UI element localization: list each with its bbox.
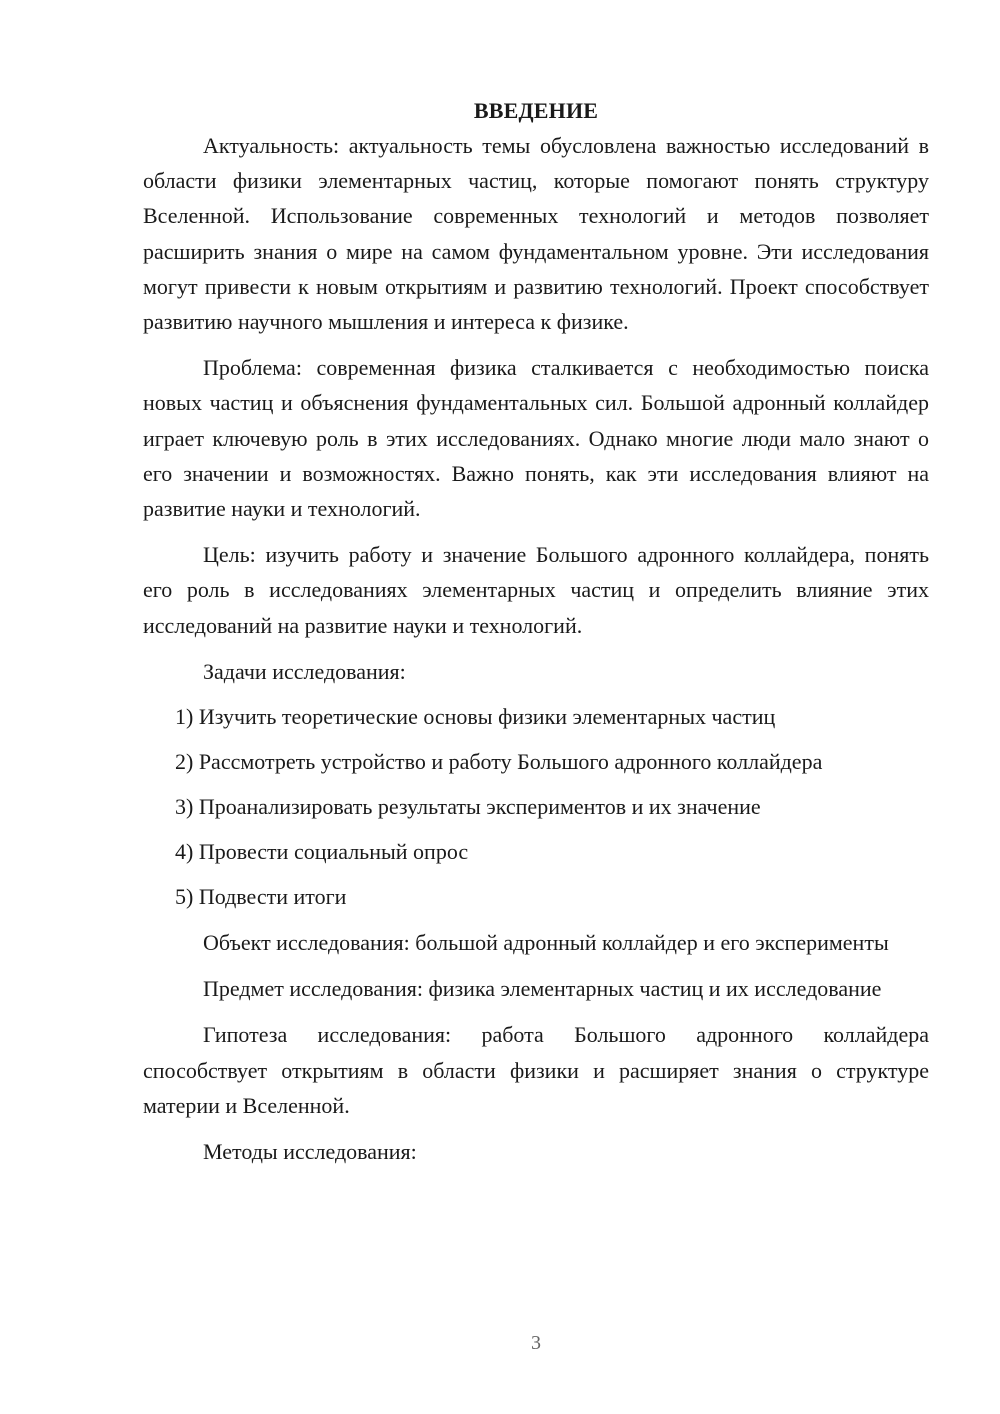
- paragraph-methods: Методы исследования:: [203, 1139, 417, 1165]
- list-item: 1) Изучить теоретические основы физики элементарных частиц: [175, 704, 776, 730]
- list-item: 5) Подвести итоги: [175, 884, 347, 910]
- tasks-list: [143, 699, 929, 914]
- page-number: 3: [531, 1332, 541, 1354]
- paragraph-problem: Проблема: современная физика сталкивается с необходимостью поиска новых частиц и объяснения фундаментальных сил. Большой адронный коллайдер играет ключевую роль в этих исследованиях. Однако многие люди мало знают о его значении и возможностях. Важно понять, как эти исследования влияют на развитие науки и технологий.: [143, 355, 929, 522]
- paragraph-object: Объект исследования: большой адронный коллайдер и его эксперименты: [203, 930, 889, 956]
- paragraph-goal: Цель: изучить работу и значение Большого адронного коллайдера, понять его роль в исследованиях элементарных частиц и определить влияние этих исследований на развитие науки и технологий.: [143, 542, 929, 638]
- tasks-intro: Задачи исследования:: [203, 658, 406, 684]
- list-item: 4) Провести социальный опрос: [175, 839, 469, 865]
- list-item: 2) Рассмотреть устройство и работу Большого адронного коллайдера: [175, 749, 823, 775]
- paragraph-hypothesis: Гипотеза исследования: работа Большого адронного коллайдера способствует открытиям в области физики и расширяет знания о структуре материи и Вселенной.: [143, 1022, 929, 1118]
- paragraph-relevance: Актуальность: актуальность темы обусловлена важностью исследований в области физики элементарных частиц, которые помогают понять структуру Вселенной. Использование современных технологий и методов позволяет расширить знания о мире на самом фундаментальном уровне. Эти исследования могут привести к новым открытиям и развитию технологий. Проект способствует развитию научного мышления и интереса к физике.: [143, 133, 929, 335]
- text-column: [143, 93, 929, 1169]
- section-heading: ВВЕДЕНИЕ: [473, 98, 599, 123]
- list-item: 3) Проанализировать результаты экспериментов и их значение: [175, 794, 761, 820]
- paragraph-subject: Предмет исследования: физика элементарных частиц и их исследование: [203, 976, 882, 1002]
